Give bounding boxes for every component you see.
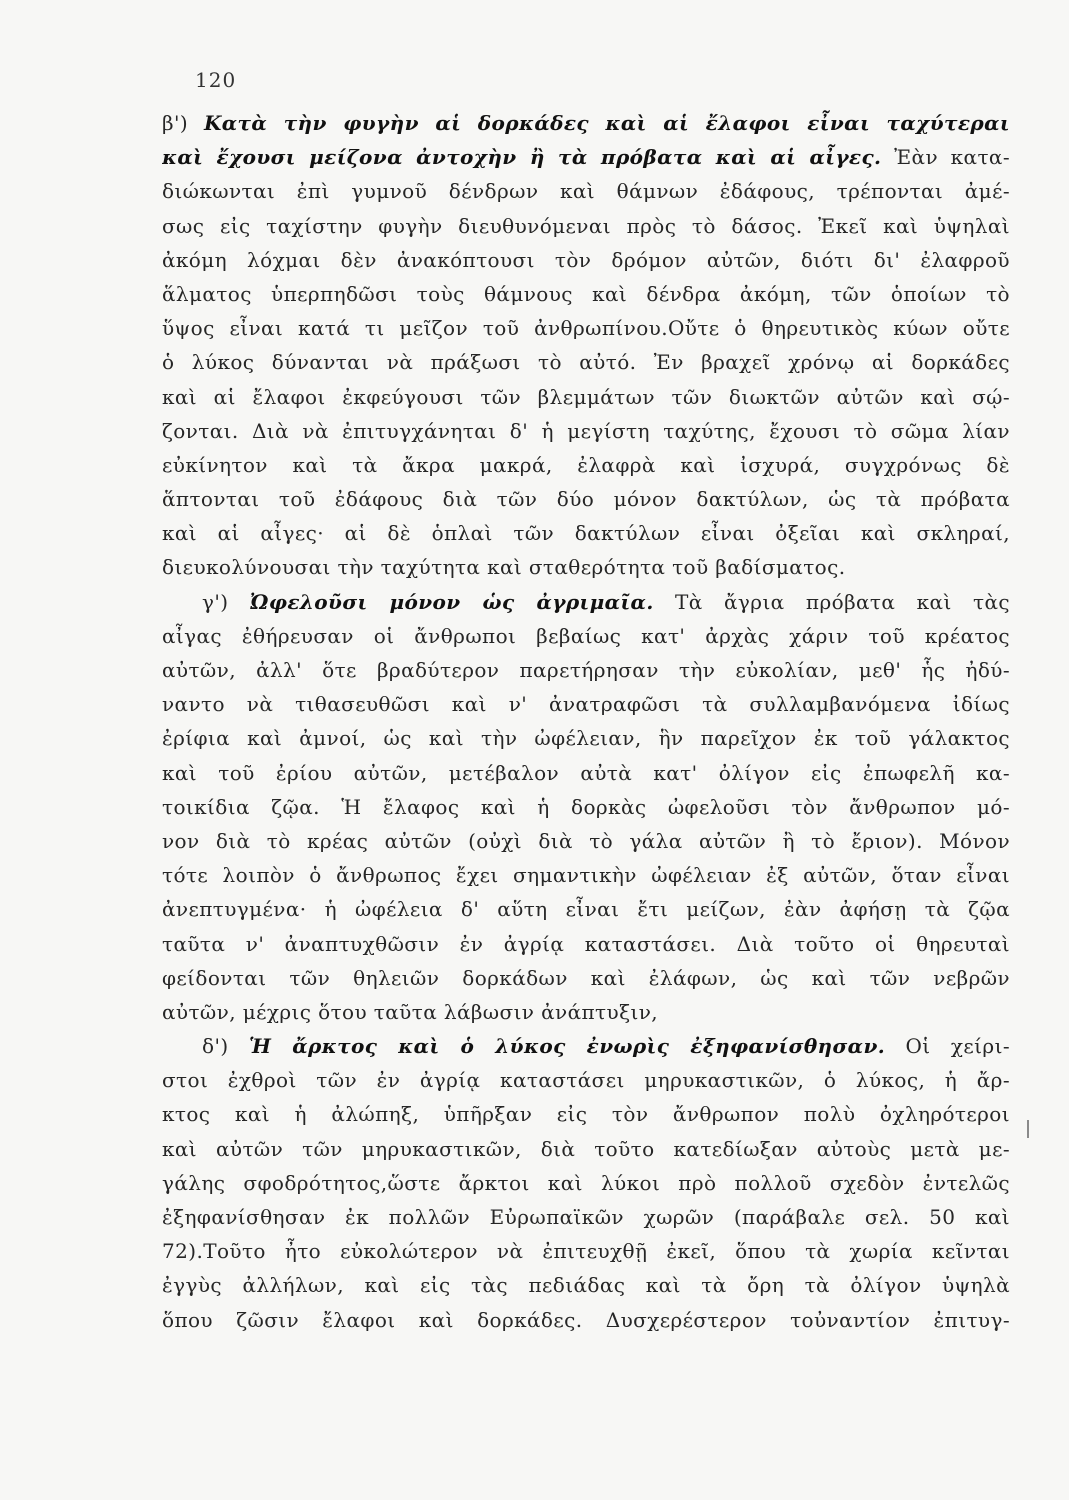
section-heading: Ἡ ἄρκτος καὶ ὁ λύκος ἐνωρὶς ἐξηφανίσθησαν. <box>248 1034 886 1059</box>
text-line: σως εἰς ταχίστην φυγὴν διευθυνόμεναι πρὸς τὸ δάσος. Ἐκεῖ καὶ ὑψηλαὶ <box>162 213 1010 238</box>
text-line: καὶ αὐτῶν τῶν μηρυκαστικῶν, διὰ τοῦτο κατεδίωξαν αὐτοὺς μετὰ με- <box>162 1136 1010 1161</box>
text-line: αἶγας ἐθήρευσαν οἱ ἄνθρωποι βεβαίως κατ' ἀρχὰς χάριν τοῦ κρέατος <box>162 623 1010 648</box>
text-line: τοικίδια ζῷα. Ἡ ἔλαφος καὶ ἡ δορκὰς ὠφελοῦσι τὸν ἄνθρωπον μό- <box>162 794 1010 819</box>
text-line: εὐκίνητον καὶ τὰ ἄκρα μακρά, ἐλαφρὰ καὶ ἰσχυρά, συγχρόνως δὲ <box>162 452 1010 477</box>
text-line: διώκωνται ἐπὶ γυμνοῦ δένδρων καὶ θάμνων ἐδάφους, τρέπονται ἀμέ- <box>162 179 1010 204</box>
body-text <box>162 106 1010 1337</box>
text-line: ἐρίφια καὶ ἀμνοί, ὡς καὶ τὴν ὠφέλειαν, ἣν παρεῖχον ἐκ τοῦ γάλακτος <box>162 726 1010 751</box>
text-line: 72).Τοῦτο ἦτο εὐκολώτερον νὰ ἐπιτευχθῇ ἐκεῖ, ὅπου τὰ χωρία κεῖνται <box>162 1239 1010 1264</box>
text-line: ὁ λύκος δύνανται νὰ πράξωσι τὸ αὐτό. Ἐν βραχεῖ χρόνῳ αἱ δορκάδες <box>162 350 1010 375</box>
text-line: καὶ τοῦ ἐρίου αὐτῶν, μετέβαλον αὐτὰ κατ' ὀλίγον εἰς ἐπωφελῆ κα- <box>162 760 1010 785</box>
text-line: διευκολύνουσαι τὴν ταχύτητα καὶ σταθερότητα τοῦ βαδίσματος. <box>162 555 846 580</box>
section-heading: Ὠφελοῦσι μόνον ὡς ἀγριμαῖα. <box>249 589 654 614</box>
section-number: δ') <box>202 1034 249 1059</box>
text-line: ἀνεπτυγμένα· ἡ ὠφέλεια δ' αὕτη εἶναι ἔτι μείζων, ἐὰν ἀφήσῃ τὰ ζῷα <box>162 897 1010 922</box>
text-run: Οἱ χείρι- <box>885 1034 1010 1059</box>
text-line: τότε λοιπὸν ὁ ἄνθρωπος ἔχει σημαντικὴν ὠφέλειαν ἐξ αὐτῶν, ὅταν εἶναι <box>162 863 1010 888</box>
text-line <box>162 585 1010 619</box>
text-run: Ἐὰν κατα- <box>881 145 1010 170</box>
section-heading: Κατὰ τὴν φυγὴν αἱ δορκάδες καὶ αἱ ἔλαφοι εἶναι ταχύτεραι <box>203 111 1010 135</box>
section-number: β') <box>162 111 204 135</box>
text-line: ζονται. Διὰ νὰ ἐπιτυγχάνηται δ' ἡ μεγίστη ταχύτης, ἔχουσι τὸ σῶμα λίαν <box>162 418 1010 443</box>
text-line: στοι ἐχθροὶ τῶν ἐν ἀγρίᾳ καταστάσει μηρυκαστικῶν, ὁ λύκος, ἡ ἄρ- <box>162 1068 1010 1093</box>
text-line: ἅπτονται τοῦ ἐδάφους διὰ τῶν δύο μόνον δακτύλων, ὡς τὰ πρόβατα <box>162 487 1010 512</box>
text-line: νον διὰ τὸ κρέας αὐτῶν (οὐχὶ διὰ τὸ γάλα αὐτῶν ἢ τὸ ἔριον). Μόνον <box>162 828 1010 853</box>
text-line: ὕψος εἶναι κατά τι μεῖζον τοῦ ἀνθρωπίνου.Οὔτε ὁ θηρευτικὸς κύων οὔτε <box>162 316 1010 341</box>
text-line: ἅλματος ὑπερπηδῶσι τοὺς θάμνους καὶ δένδρα ἀκόμη, τῶν ὁποίων τὸ <box>162 281 1010 306</box>
text-line: φείδονται τῶν θηλειῶν δορκάδων καὶ ἐλάφων, ὡς καὶ τῶν νεβρῶν <box>162 965 1010 990</box>
text-run: Τὰ ἄγρια πρόβατα καὶ τὰς <box>653 589 1010 614</box>
text-line <box>162 140 1010 174</box>
page-number: 120 <box>195 68 237 92</box>
text-line <box>162 1029 1010 1063</box>
margin-mark <box>1027 1120 1029 1138</box>
text-line: ἐξηφανίσθησαν ἐκ πολλῶν Εὐρωπαϊκῶν χωρῶν (παράβαλε σελ. 50 καὶ <box>162 1205 1010 1229</box>
text-line: καὶ αἱ ἔλαφοι ἐκφεύγουσι τῶν βλεμμάτων τῶν διωκτῶν αὐτῶν καὶ σῴ- <box>162 384 1010 409</box>
text-line: γάλης σφοδρότητος,ὥστε ἄρκτοι καὶ λύκοι πρὸ πολλοῦ σχεδὸν ἐντελῶς <box>162 1170 1010 1195</box>
text-line: αὐτῶν, μέχρις ὅτου ταῦτα λάβωσιν ἀνάπτυξιν, <box>162 999 659 1024</box>
text-line: ἐγγὺς ἀλλήλων, καὶ εἰς τὰς πεδιάδας καὶ τὰ ὄρη τὰ ὀλίγον ὑψηλὰ <box>162 1273 1010 1298</box>
text-line: αὐτῶν, ἀλλ' ὅτε βραδύτερον παρετήρησαν τὴν εὐκολίαν, μεθ' ἧς ἠδύ- <box>162 658 1010 682</box>
text-line: ἀκόμη λόχμαι δὲν ἀνακόπτουσι τὸν δρόμον αὐτῶν, διότι δι' ἐλαφροῦ <box>162 247 1010 272</box>
text-line <box>162 106 1010 140</box>
text-line: ταῦτα ν' ἀναπτυχθῶσιν ἐν ἀγρίᾳ καταστάσει. Διὰ τοῦτο οἱ θηρευταὶ <box>162 931 1010 956</box>
text-line: καὶ αἱ αἶγες· αἱ δὲ ὁπλαὶ τῶν δακτύλων εἶναι ὀξεῖαι καὶ σκληραί, <box>162 521 1010 546</box>
text-line: ὅπου ζῶσιν ἔλαφοι καὶ δορκάδες. Δυσχερέστερον τοὐναντίον ἐπιτυγ- <box>162 1307 1010 1332</box>
text-line: ναντο νὰ τιθασευθῶσι καὶ ν' ἀνατραφῶσι τὰ συλλαμβανόμενα ἰδίως <box>162 692 1010 717</box>
section-number: γ') <box>202 589 250 614</box>
section-heading: καὶ ἔχουσι μείζονα ἀντοχὴν ἢ τὰ πρόβατα καὶ αἱ αἶγες. <box>162 145 882 170</box>
text-line: κτος καὶ ἡ ἀλώπηξ, ὑπῆρξαν εἰς τὸν ἄνθρωπον πολὺ ὀχληρότεροι <box>162 1102 1010 1127</box>
